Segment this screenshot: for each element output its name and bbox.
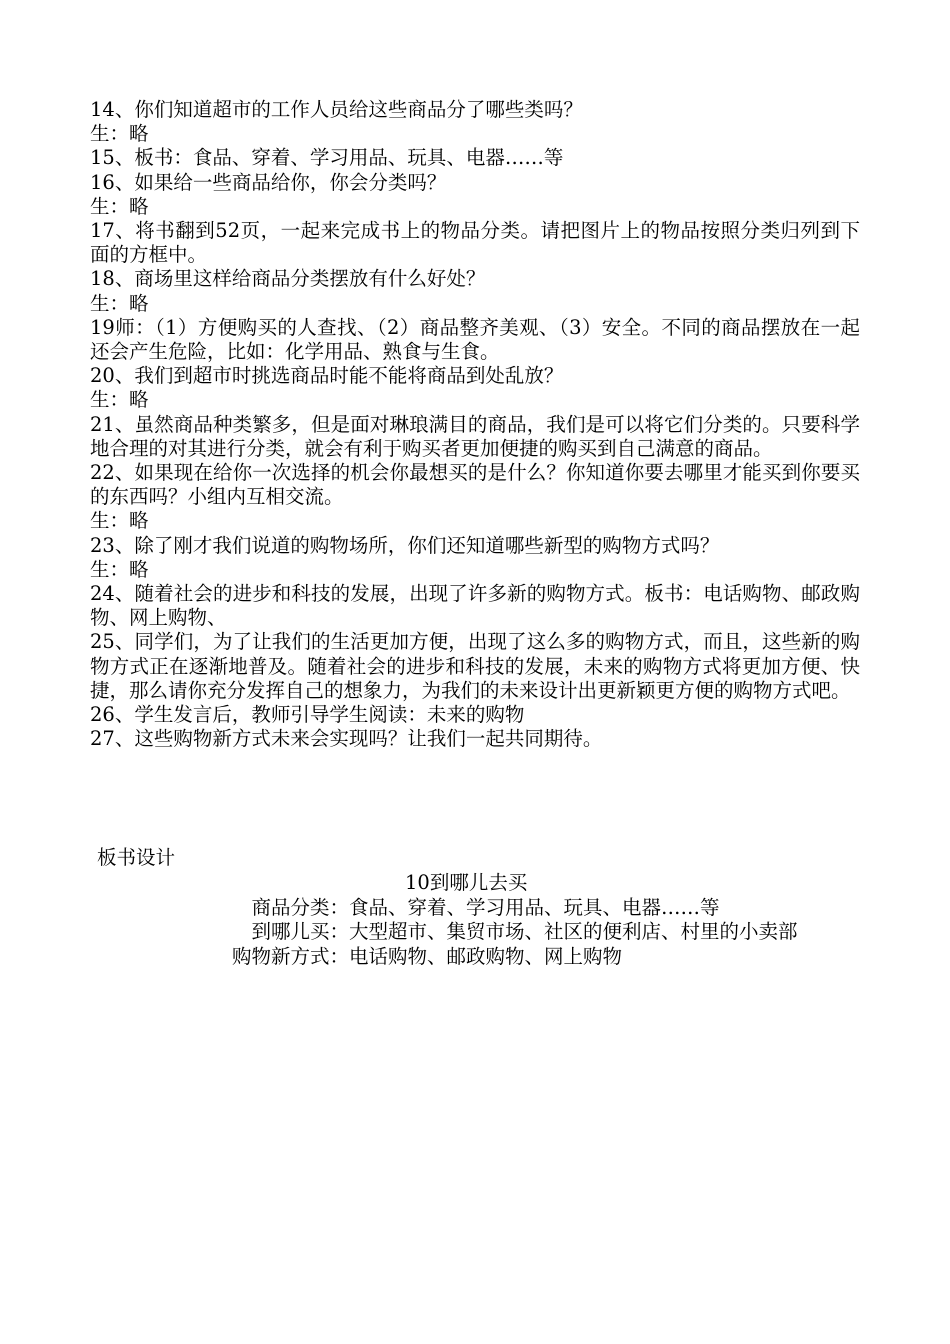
- board-row-value: 食品、穿着、学习用品、玩具、电器……等: [349, 896, 720, 919]
- student-answer: 生：略: [90, 509, 149, 533]
- lesson-line-19: 19师：（1）方便购买的人查找、（2）商品整齐美观、（3）安全。不同的商品摆放在一起还会产生危险，比如：化学用品、熟食与生食。: [90, 315, 860, 364]
- lesson-line-17: 17、将书翻到52页，一起来完成书上的物品分类。请把图片上的物品按照分类归列到下面的方框中。: [90, 219, 860, 267]
- lesson-line-23: 23、除了刚才我们说道的购物场所，你们还知道哪些新型的购物方式吗？: [90, 533, 720, 557]
- lesson-line-14: 14、你们知道超市的工作人员给这些商品分了哪些类吗？: [90, 98, 583, 121]
- lesson-line-22: 22、如果现在给你一次选择的机会你最想买的是什么？你知道你要去哪里才能买到你要买的东西吗？小组内互相交流。: [90, 461, 860, 509]
- lesson-line-20: 20、我们到超市时挑选商品时能不能将商品到处乱放？: [90, 364, 564, 388]
- lesson-line-21: 21、虽然商品种类繁多，但是面对琳琅满目的商品，我们是可以将它们分类的。只要科学地合理的对其进行分类，就会有利于购买者更加便捷的购买到自己满意的商品。: [90, 412, 860, 460]
- board-row-categories: [213, 896, 720, 920]
- board-row-new-methods: [213, 945, 622, 969]
- lesson-line-27: 27、这些购物新方式未来会实现吗？让我们一起共同期待。: [90, 727, 603, 751]
- board-row-label: 购物新方式：: [231, 945, 349, 968]
- board-design-title: 板书设计: [97, 846, 176, 869]
- board-row-value: 电话购物、邮政购物、网上购物: [349, 945, 623, 968]
- board-heading: 10到哪儿去买: [405, 871, 528, 894]
- student-answer: 生：略: [90, 557, 149, 581]
- lesson-line-16: 16、如果给一些商品给你，你会分类吗？: [90, 170, 447, 194]
- lesson-line-15: 15、板书：食品、穿着、学习用品、玩具、电器……等: [90, 146, 564, 170]
- board-row-label: 商品分类：: [251, 896, 349, 919]
- board-row-label: 到哪儿买：: [251, 920, 349, 943]
- student-answer: 生：略: [90, 388, 149, 412]
- lesson-line-26: 26、学生发言后，教师引导学生阅读：未来的购物: [90, 703, 525, 727]
- lesson-line-18: 18、商场里这样给商品分类摆放有什么好处？: [90, 267, 486, 291]
- student-answer: 生：略: [90, 122, 149, 146]
- board-row-value: 大型超市、集贸市场、社区的便利店、村里的小卖部: [349, 920, 798, 943]
- lesson-line-25: 25、同学们，为了让我们的生活更加方便，出现了这么多的购物方式，而且，这些新的购物方式正在逐渐地普及。随着社会的进步和科技的发展，未来的购物方式将更加方便、快捷，那么请你充分发挥自己的想象力，为我们的未来设计出更新颖更方便的购物方式吧。: [90, 630, 860, 702]
- lesson-line-24: 24、随着社会的进步和科技的发展，出现了许多新的购物方式。板书：电话购物、邮政购物、网上购物、: [90, 582, 860, 630]
- student-answer: 生：略: [90, 291, 149, 315]
- lesson-body: [90, 98, 860, 751]
- board-row-places: [213, 920, 798, 944]
- student-answer: 生：略: [90, 194, 149, 218]
